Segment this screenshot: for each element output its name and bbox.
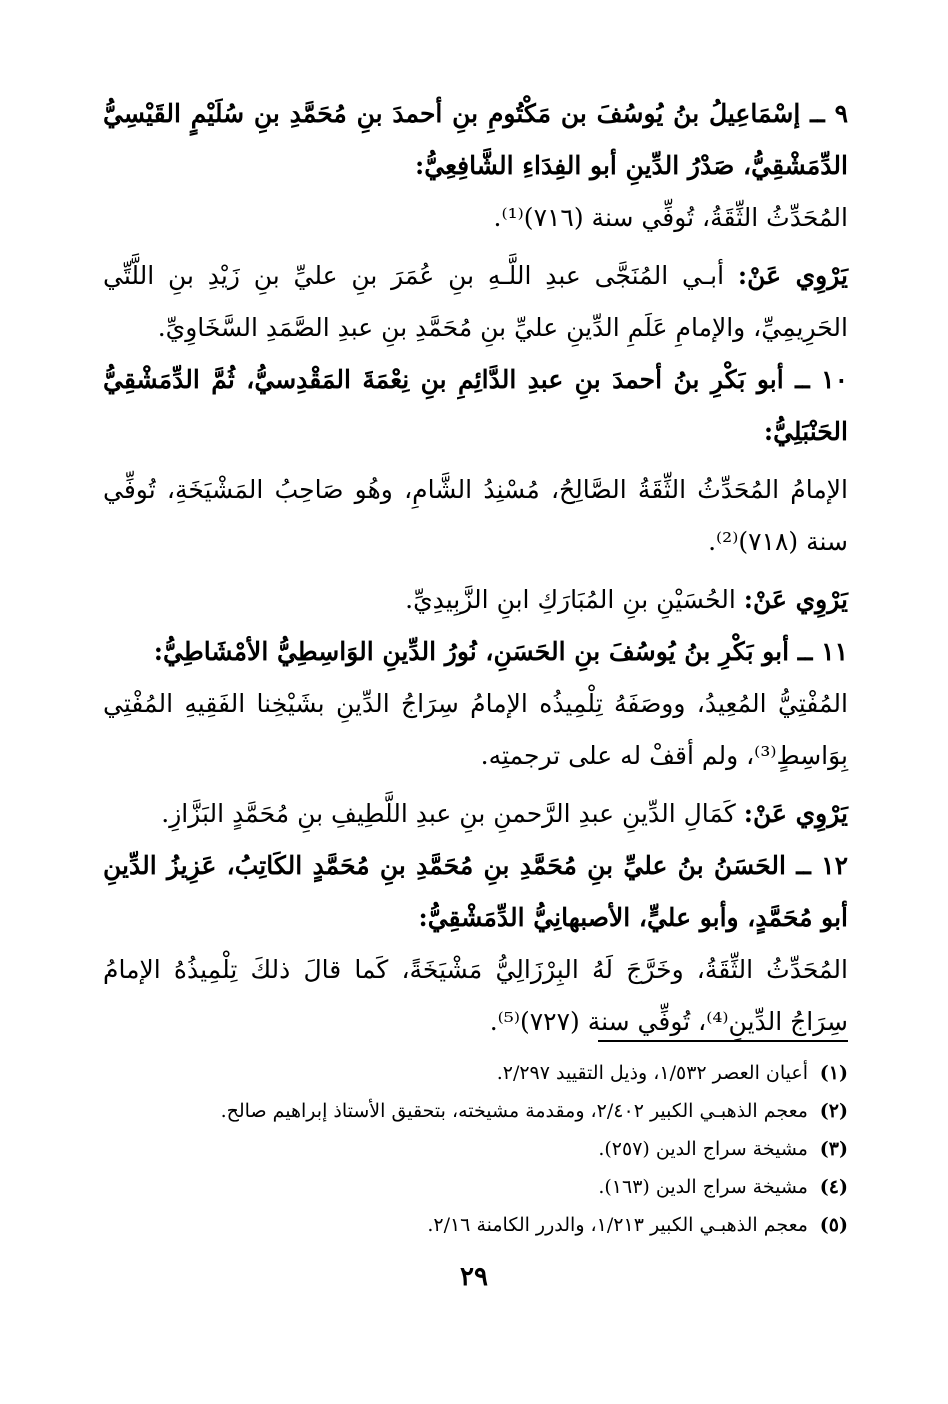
entry-12-description-line-1: المُحَدِّثُ الثِّقَةُ، وخَرَّجَ لَهُ البِرْزَالِيُّ مَشْيَخَةً، كَما قالَ ذلكَ تِلْمِيذُهُ الإمامُ (103, 955, 848, 984)
entry-10-heading-line-1: ١٠ ــ أبو بَكْرِ بنُ أحمدَ بنِ عبدِ الدَّائِمِ بنِ نِعْمَةَ المَقْدِسيُّ، ثُمَّ الدِّمَشْقِيُّ (103, 365, 848, 394)
entry-11-rawi-line-1 (103, 788, 848, 840)
entry-12-description-line-2: سِرَاجُ الدِّينِ⁽⁴⁾، تُوفِّي سنة (٧٢٧)⁽⁵⁾. (489, 1007, 848, 1036)
entry-12-heading-line-2: أبو مُحَمَّدٍ، وأبو عليٍّ، الأصبهانِيُّ الدِّمَشْقِيُّ: (418, 903, 848, 932)
entry-11-rawi-label: يَرْوِي عَنْ: (743, 799, 848, 828)
footnote-1-text: أعيان العصر ١/٥٣٢، وذيل التقييد ٢/٢٩٧. (496, 1062, 808, 1084)
footnote-4-text: مشيخة سراج الدين (١٦٣). (598, 1176, 808, 1198)
biography-entry-10 (103, 354, 848, 626)
footnote-2-text: معجم الذهبـي الكبير ٢/٤٠٢، ومقدمة مشيخته، بتحقيق الأستاذ إبراهيم صالح. (220, 1100, 808, 1122)
footnote-5-text: معجم الذهبـي الكبير ١/٢١٣، والدرر الكامنة ٢/١٦. (427, 1214, 808, 1236)
biography-entry-11 (103, 626, 848, 840)
footnote-4-number: (٤) (819, 1176, 848, 1198)
entry-11-description-line-2: بِوَاسِطٍ⁽³⁾، ولم أقفْ له على ترجمتِه. (480, 741, 848, 770)
footnote-3 (103, 1130, 848, 1168)
footnote-1 (103, 1054, 848, 1092)
entry-9-heading-line-2: الدِّمَشْقِيُّ، صَدْرُ الدِّينِ أبو الفِدَاءِ الشَّافِعِيُّ: (415, 151, 848, 180)
footnote-5-number: (٥) (819, 1214, 848, 1236)
entry-9-rawi-line-1 (103, 250, 848, 302)
entry-9-rawi-line-2: الحَرِيمِيِّ، والإمامِ عَلَمِ الدِّينِ عليِّ بنِ مُحَمَّدِ بنِ عبدِ الصَّمَدِ السَّخَاوِيِّ. (157, 313, 848, 342)
entry-11-rawi-text-1: كَمَالِ الدِّينِ عبدِ الرَّحمنِ بنِ عبدِ اللَّطِيفِ بنِ مُحَمَّدٍ البَزَّازِ. (161, 799, 736, 828)
page-number: ٢٩ (460, 1262, 488, 1292)
entry-9-description: المُحَدِّثُ الثِّقَةُ، تُوفِّي سنة (٧١٦)⁽¹⁾. (493, 203, 848, 232)
entry-10-heading-line-2: الحَنْبَلِيُّ: (763, 417, 848, 446)
footnote-3-text: مشيخة سراج الدين (٢٥٧). (598, 1138, 808, 1160)
entry-9-rawi-label: يَرْوِي عَنْ: (737, 261, 848, 290)
footnote-3-number: (٣) (819, 1138, 848, 1160)
footnote-4 (103, 1168, 848, 1206)
entry-9-heading-line-1: ٩ ــ إسْمَاعِيلُ بنُ يُوسُفَ بن مَكْتُومِ بنِ أحمدَ بنِ مُحَمَّدِ بنِ سُلَيْمٍ القَيْسِيُّ (103, 99, 848, 128)
footnote-divider (598, 1040, 848, 1042)
entry-10-rawi-line-1 (103, 574, 848, 626)
footnote-5 (103, 1206, 848, 1244)
biography-entry-12 (103, 840, 848, 1048)
footnote-1-number: (١) (819, 1062, 848, 1084)
entry-10-description-line-2: سنة (٧١٨)⁽²⁾. (708, 527, 848, 556)
entry-12-heading-line-1: ١٢ ــ الحَسَنُ بنُ عليِّ بنِ مُحَمَّدِ بنِ مُحَمَّدِ بنِ مُحَمَّدٍ الكَاتِبُ، عَزِيزُ الدِّينِ (103, 851, 848, 880)
footnote-2-number: (٢) (819, 1100, 848, 1122)
entry-10-description-line-1: الإمامُ المُحَدِّثُ الثِّقَةُ الصَّالِحُ، مُسْنِدُ الشَّامِ، وهُو صَاحِبُ المَشْيَخَةِ، تُوفِّي (103, 475, 848, 504)
entry-10-rawi-text-1: الحُسَيْنِ بنِ المُبَارَكِ ابنِ الزَّبِيدِيِّ. (405, 585, 736, 614)
footnote-2 (103, 1092, 848, 1130)
page-body (103, 88, 848, 1048)
entry-11-description-line-1: المُفْتِيُّ المُعِيدُ، ووصَفَهُ تِلْمِيذُه الإمامُ سِرَاجُ الدِّينِ بشَيْخِنا الفَقِيهِ المُفْتِي (103, 689, 848, 718)
biography-entry-9 (103, 88, 848, 354)
entry-10-rawi-label: يَرْوِي عَنْ: (743, 585, 848, 614)
footnotes (103, 1040, 848, 1244)
entry-11-heading-line-1: ١١ ــ أبو بَكْرِ بنُ يُوسُفَ بنِ الحَسَنِ، نُورُ الدِّينِ الوَاسِطِيُّ الأمْشَاطِيُّ: (153, 637, 848, 666)
entry-9-rawi-text-1: أبـي المُنَجَّى عبدِ اللَّـهِ بنِ عُمَرَ بنِ عليِّ بنِ زَيْدِ بنِ اللَّتِّي (103, 261, 725, 290)
